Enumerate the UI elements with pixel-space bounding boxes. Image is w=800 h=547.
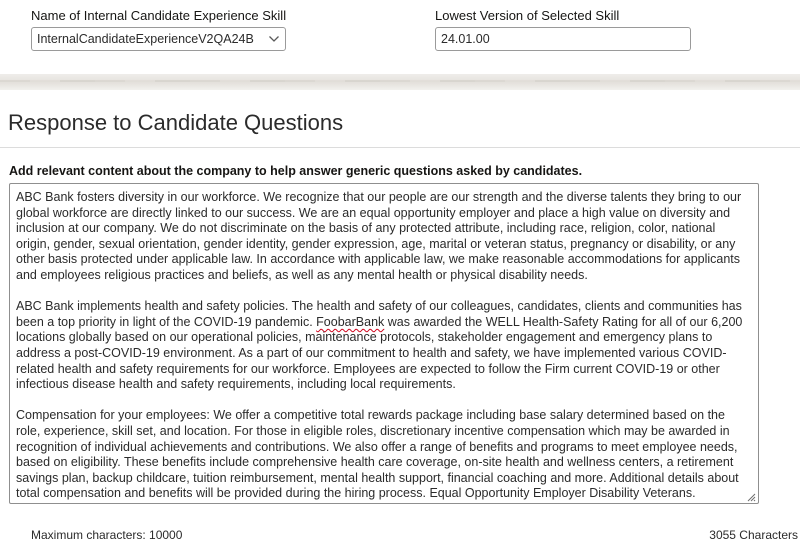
section-rule bbox=[0, 147, 800, 148]
max-characters-text: Maximum characters: 10000 bbox=[31, 528, 183, 542]
skill-version-input[interactable] bbox=[435, 27, 691, 51]
content-text: was awarded the WELL Health-Safety Rating for all of our 6,200 locations globally based on our operational policies, maintenance protocols, stakeholder engagement and emergency plans to address a post-COVID-19 environment. As a part of our commitment to health and safety, we have implemented various COVID-related health and safety requirements for our workforce. Employees are expected to follow the Firm current COVID-19 or other infectious disease health and safety requirements, including local requirements. bbox=[16, 314, 743, 392]
spellcheck-flagged-word: FoobarBank bbox=[316, 314, 385, 329]
section-divider bbox=[0, 74, 800, 90]
section-title: Response to Candidate Questions bbox=[8, 110, 344, 135]
character-count: 3055 Characters bbox=[709, 528, 798, 542]
content-paragraph-health-safety bbox=[16, 299, 752, 393]
skill-name-value: InternalCandidateExperienceV2QA24B bbox=[37, 32, 254, 46]
chevron-down-icon[interactable] bbox=[263, 28, 285, 50]
skill-name-select[interactable] bbox=[31, 27, 286, 51]
content-label: Add relevant content about the company to help answer generic questions asked by candidates. bbox=[9, 164, 583, 178]
resize-grip-icon[interactable] bbox=[746, 491, 756, 501]
skill-version-label: Lowest Version of Selected Skill bbox=[435, 8, 620, 23]
company-content-textarea[interactable] bbox=[9, 183, 759, 504]
content-paragraph-compensation: Compensation for your employees: We offer a competitive total rewards package including base salary determined based on the role, experience, skill set, and location. For those in eligible roles, discretionary incentive compensation which may be awarded in recognition of individual achievements and contributions. We also offer a range of benefits and programs to meet employee needs, based on eligibility. These benefits include comprehensive health care coverage, on-site health and wellness centers, a retirement savings plan, backup childcare, tuition reimbursement, mental health support, financial coaching and more. Additional details about total compensation and benefits will be provided during the hiring process. Equal Opportunity Employer Disability Veterans. bbox=[16, 408, 739, 501]
content-text: ABC Bank implements health and safety policies. The health and safety of our colleagues, candidates, clients and communities has been a top priority in light of the COVID-19 pandemic. bbox=[16, 299, 742, 329]
skill-name-label: Name of Internal Candidate Experience Skill bbox=[31, 8, 287, 23]
content-paragraph-diversity: ABC Bank fosters diversity in our workforce. We recognize that our people are our strength and the diverse talents they bring to our global workforce are directly linked to our success. We are an equal opportunity employer and place a high value on diversity and inclusion at our company. We do not discriminate on the basis of any protected attribute, including race, religion, color, national origin, gender, sexual orientation, gender identity, gender expression, age, marital or veteran status, pregnancy or disability, or any other basis protected under applicable law. In accordance with applicable law, we make reasonable accommodations for applicants and employees religious practices and beliefs, as well as any mental health or physical disability needs. bbox=[16, 190, 742, 282]
